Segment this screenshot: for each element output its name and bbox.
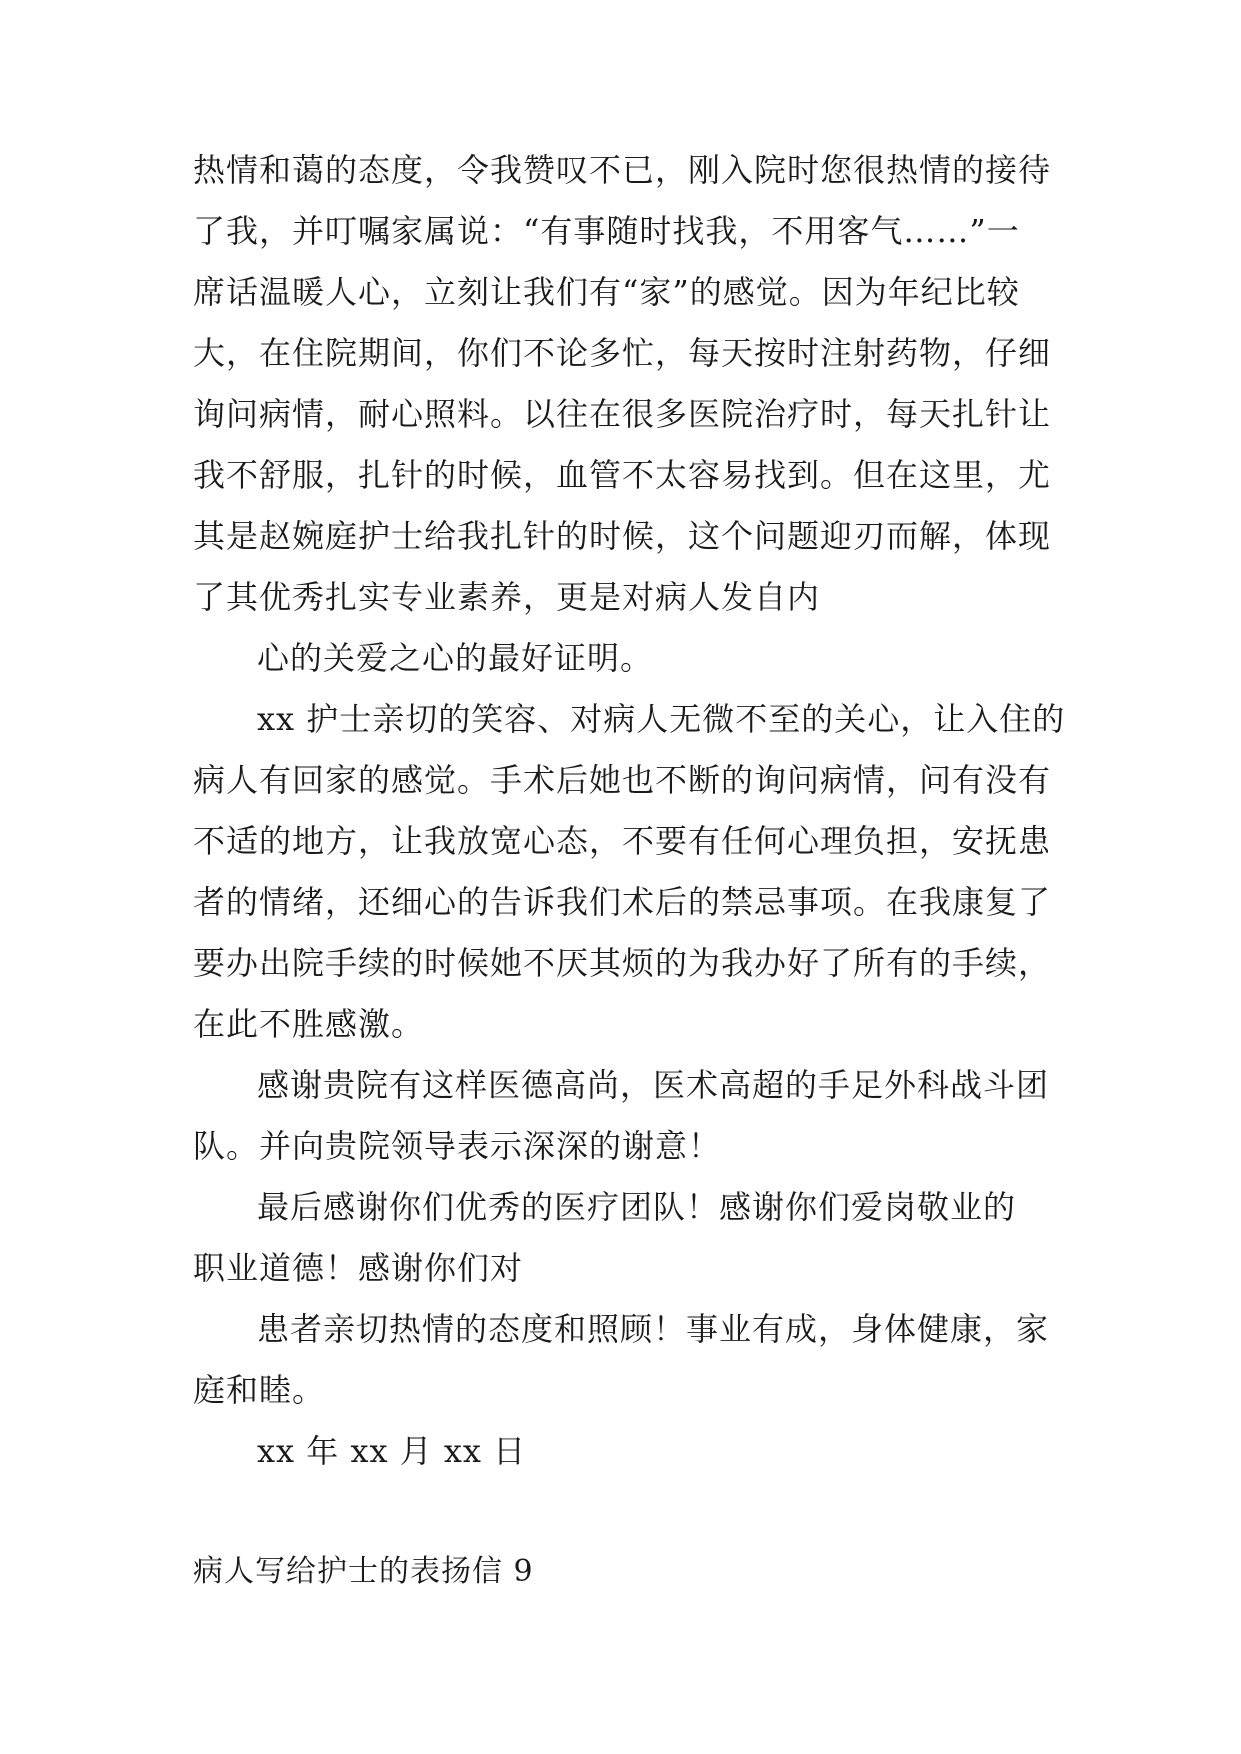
body-line: 了我，并叮嘱家属说：“有事随时找我，不用客气……”一 <box>193 212 1020 250</box>
body-line: 最后感谢你们优秀的医疗团队！感谢你们爱岗敬业的 <box>257 1188 1017 1226</box>
body-line: 队。并向贵院领导表示深深的谢意！ <box>193 1127 722 1165</box>
date-line: xx 年 xx 月 xx 日 <box>257 1432 527 1470</box>
body-line: 要办出院手续的时候她不厌其烦的为我办好了所有的手续， <box>193 944 1052 982</box>
next-section-title: 病人写给护士的表扬信 9 <box>193 1554 534 1589</box>
body-line: 职业道德！感谢你们对 <box>193 1249 524 1287</box>
body-line: 热情和蔼的态度，令我赞叹不已，刚入院时您很热情的接待 <box>193 151 1052 189</box>
body-line: 询问病情，耐心照料。以往在很多医院治疗时，每天扎针让 <box>193 395 1052 433</box>
body-line: 庭和睦。 <box>193 1371 326 1409</box>
body-line: 患者亲切热情的态度和照顾！事业有成，身体健康，家 <box>257 1310 1050 1348</box>
body-line: 席话温暖人心，立刻让我们有“家”的感觉。因为年纪比较 <box>193 273 1020 311</box>
body-line: 在此不胜感激。 <box>193 1005 425 1043</box>
body-line: 我不舒服，扎针的时候，血管不太容易找到。但在这里，尤 <box>193 456 1052 494</box>
body-line: xx 护士亲切的笑容、对病人无微不至的关心，让入住的 <box>257 700 1066 738</box>
body-line: 者的情绪，还细心的告诉我们术后的禁忌事项。在我康复了 <box>193 883 1052 921</box>
body-line: 感谢贵院有这样医德高尚，医术高超的手足外科战斗团 <box>257 1066 1050 1104</box>
body-line: 不适的地方，让我放宽心态，不要有任何心理负担，安抚患 <box>193 822 1052 860</box>
body-line: 病人有回家的感觉。手术后她也不断的询问病情，问有没有 <box>193 761 1052 799</box>
body-line: 大，在住院期间，你们不论多忙，每天按时注射药物，仔细 <box>193 334 1052 372</box>
body-line: 心的关爱之心的最好证明。 <box>257 639 654 677</box>
body-line: 其是赵婉庭护士给我扎针的时候，这个问题迎刃而解，体现 <box>193 517 1052 555</box>
body-line: 了其优秀扎实专业素养，更是对病人发自内 <box>193 578 821 616</box>
